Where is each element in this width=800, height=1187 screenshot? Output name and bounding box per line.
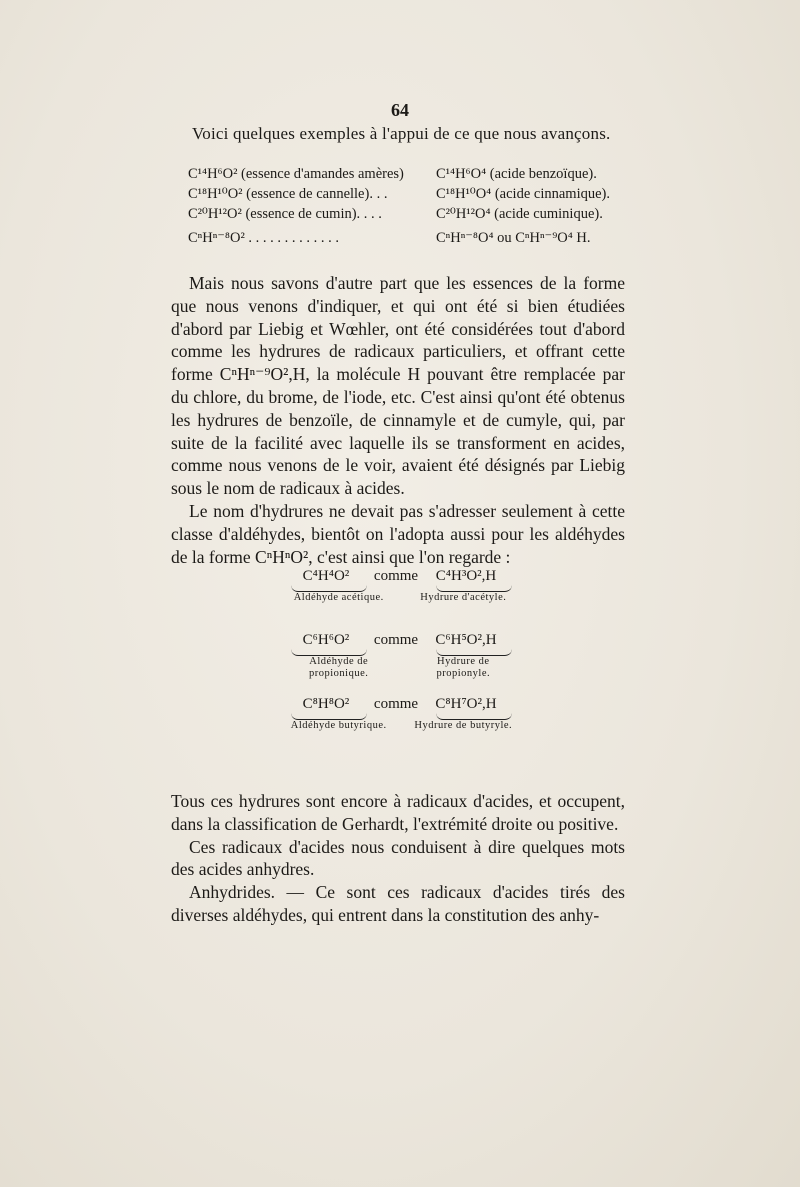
formula-left: C¹⁴H⁶O² (essence d'amandes amères) [188,166,404,182]
formula-right: CⁿHⁿ⁻⁸O⁴ ou CⁿHⁿ⁻⁹O⁴ H. [436,230,591,246]
paragraph-text: Le nom d'hydrures ne devait pas s'adresser seulement à cette classe d'aldéhydes, bientôt on l'adopta aussi pour les aldéhydes de la forme CⁿHⁿO², c'est ainsi que l'on regarde : [171,500,625,567]
formula-left: C¹⁸H¹⁰O² (essence de cannelle). . . [188,186,388,202]
comme-word: comme [373,632,419,648]
formula-row [188,166,597,183]
aldehyde-formula: C⁶H⁶O² [302,632,350,648]
formula-right: C¹⁴H⁶O⁴ (acide benzoïque). [436,166,597,182]
aldehyde-formula: C⁸H⁸O² [302,696,350,712]
hydrure-formula: C⁸H⁷O²,H [435,696,497,712]
paragraph-anhydrides: Anhydrides. — Ce sont ces radicaux d'acides tirés des diverses aldéhydes, qui entrent dans la constitution des anhy- [171,882,625,925]
formula-row [188,230,591,247]
hydrure-label: Hydrure de butyryle. [414,720,513,731]
comparison-block [286,696,516,732]
formula-right: C¹⁸H¹⁰O⁴ (acide cinnamique). [436,186,610,202]
paragraph-radicaux [171,790,625,927]
brace [436,713,512,720]
aldehyde-formula: C⁴H⁴O² [302,568,350,584]
aldehyde-label: Aldéhyde butyrique. [290,720,387,731]
brace [291,713,367,720]
hydrure-formula: C⁶H⁵O²,H [435,632,497,648]
formula-right: C²⁰H¹²O⁴ (acide cuminique). [436,206,603,222]
paragraph-text: Mais nous savons d'autre part que les essences de la forme que nous venons d'indiquer, et qui ont été si bien étudiées d'abord par Liebig et Wœhler, ont été considérées tout d'abord comme les hydrures de radicaux particuliers, et offrant cette forme CⁿHⁿ⁻⁹O²,H, la molécule H pouvant être remplacée par du chlore, du brome, de l'iode, etc. C'est ainsi qu'ont été obtenus les hydrures de benzoïle, de cinnamyle et de cumyle, qui, par suite de la facilité avec laquelle ils se transforment en acides, comme nous venons de le voir, avaient été désignés par Liebig sous le nom de radicaux à acides. [171,273,625,499]
brace [436,585,512,592]
hydrure-label: Hydrure de propionyle. [436,656,491,679]
page-number: 64 [391,100,409,120]
comparison-block [286,568,516,604]
hydrure-formula: C⁴H³O²,H [435,568,497,584]
aldehyde-label: Aldéhyde acétique. [293,592,384,603]
comme-word: comme [373,568,419,584]
aldehyde-label: Aldéhyde de propionique. [309,656,369,679]
comparison-block [286,632,516,680]
formula-left: CⁿHⁿ⁻⁸O² . . . . . . . . . . . . . [188,230,340,246]
brace [291,585,367,592]
formula-row [188,186,610,203]
brace [291,649,367,656]
formula-left: C²⁰H¹²O² (essence de cumin). . . . [188,206,382,222]
paragraph-text: Tous ces hydrures sont encore à radicaux d'acides, et occupent, dans la classification de Gerhardt, l'extrémité droite ou positive. [171,791,625,834]
hydrure-label: Hydrure d'acétyle. [420,592,507,603]
comme-word: comme [373,696,419,712]
paragraph-text: Ces radicaux d'acides nous conduisent à dire quelques mots des acides anhydres. [171,836,625,880]
paragraph-hydrures [171,272,625,568]
formula-row [188,206,603,223]
brace [436,649,512,656]
intro-line: Voici quelques exemples à l'appui de ce que nous avançons. [192,124,611,143]
